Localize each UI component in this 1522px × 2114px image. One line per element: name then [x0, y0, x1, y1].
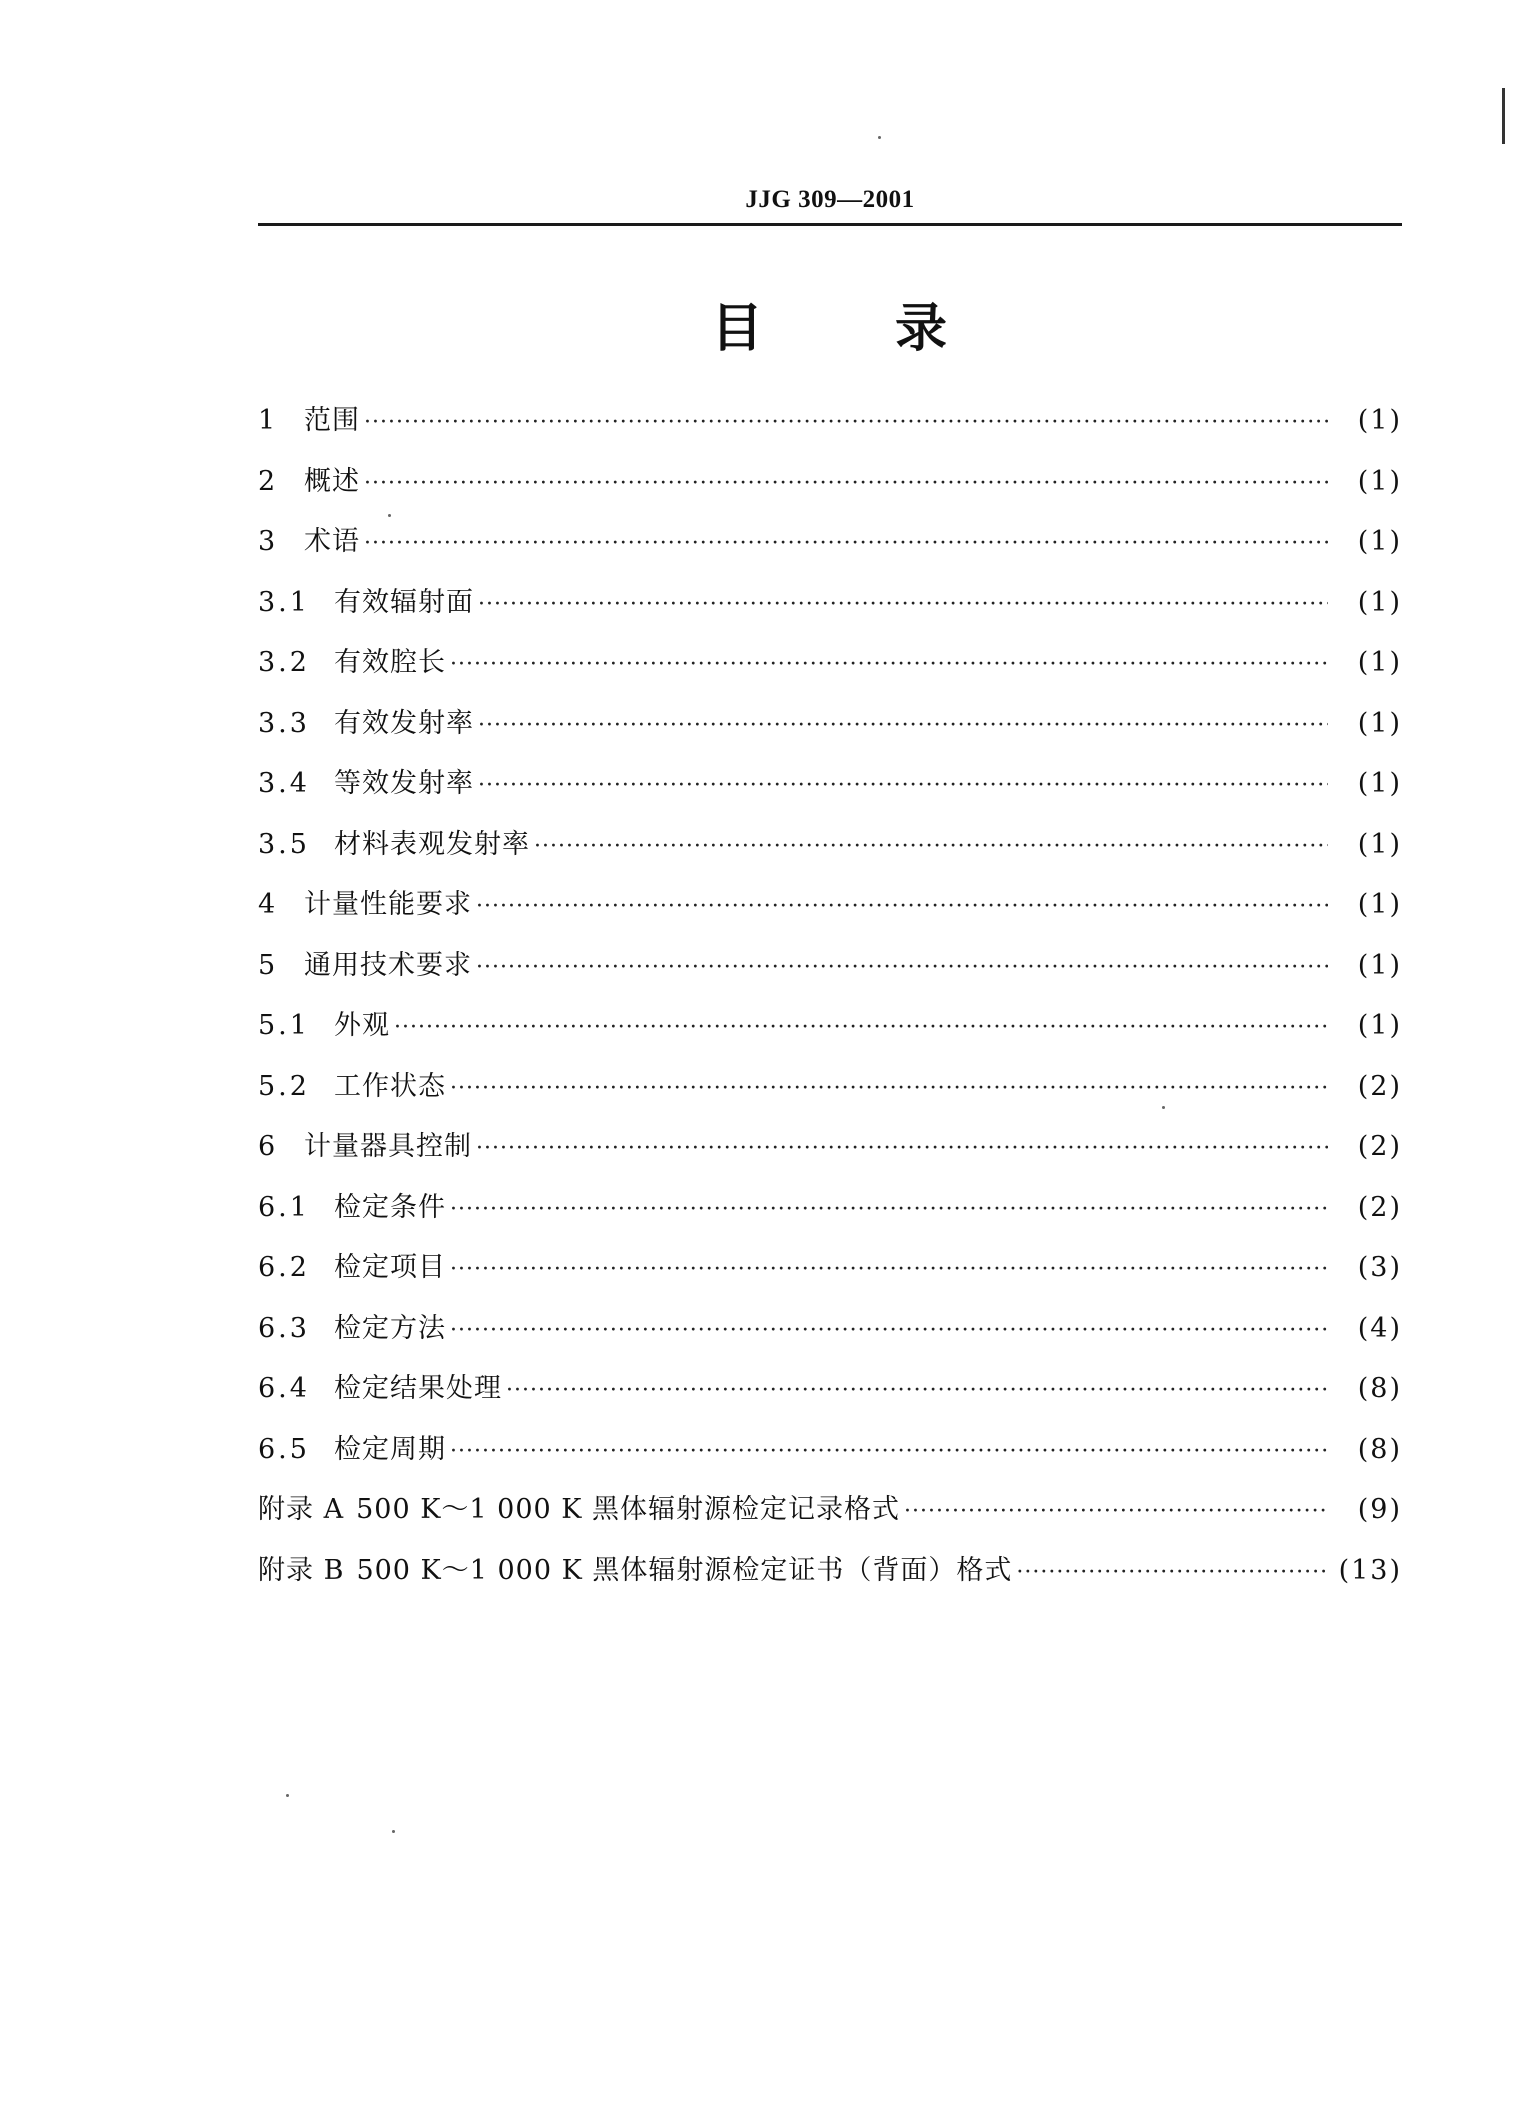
toc-entry[interactable] [258, 1548, 1402, 1609]
toc-entry[interactable] [258, 943, 1402, 1004]
toc-entry-number: 5.2 [258, 1070, 310, 1102]
scan-speck [286, 1794, 289, 1797]
toc-entry-number: 6.1 [258, 1191, 310, 1223]
toc-entry-page: (3) [1357, 1252, 1402, 1283]
toc-entry[interactable] [258, 1064, 1402, 1125]
toc-entry-number: 6 [258, 1131, 276, 1162]
toc-entry-label: 检定周期 [334, 1433, 446, 1465]
toc-entry-page: (1) [1357, 647, 1402, 678]
toc-entry[interactable] [258, 580, 1402, 641]
toc-entry-number: 6.3 [258, 1312, 310, 1344]
toc-entry-label: 材料表观发射率 [334, 828, 530, 860]
toc-entry-number: 4 [258, 889, 276, 920]
toc-entry[interactable] [258, 1124, 1402, 1185]
toc-entry-page: (1) [1357, 405, 1402, 436]
toc-entry-page: (1) [1357, 889, 1402, 920]
toc-entry[interactable] [258, 761, 1402, 822]
toc-entry-page: (1) [1357, 1010, 1402, 1041]
toc-entry-number: 3 [258, 526, 276, 557]
toc-entry[interactable] [258, 822, 1402, 883]
toc-entry-number: 5.1 [258, 1010, 310, 1041]
toc-entry-label: 有效发射率 [334, 707, 474, 739]
toc-dot-leader [364, 531, 1328, 556]
toc-entry-label: 通用技术要求 [304, 949, 472, 981]
toc-dot-leader [364, 410, 1328, 435]
toc-entry-label: 计量器具控制 [304, 1131, 472, 1162]
toc-dot-leader [534, 834, 1328, 859]
toc-entry-page: (1) [1357, 586, 1402, 618]
toc-entry-page: (1) [1357, 465, 1402, 497]
toc-entry[interactable] [258, 519, 1402, 580]
toc-entry[interactable] [258, 1245, 1402, 1306]
toc-entry-label: 检定条件 [334, 1191, 446, 1223]
toc-entry-page: (1) [1357, 768, 1402, 799]
toc-dot-leader [450, 1197, 1328, 1222]
toc-entry-page: (2) [1357, 1070, 1402, 1102]
toc-entry-page: (9) [1357, 1494, 1402, 1525]
toc-entry-number: 5 [258, 949, 276, 981]
toc-entry-label: 等效发射率 [334, 768, 474, 799]
toc-entry-label: 范围 [304, 405, 360, 436]
toc-dot-leader [450, 1076, 1328, 1101]
scan-speck [392, 1830, 395, 1833]
toc-dot-leader [476, 894, 1328, 919]
toc-entry[interactable] [258, 882, 1402, 943]
toc-entry-label: 概述 [304, 465, 360, 497]
toc-entry[interactable] [258, 1306, 1402, 1367]
toc-entry-label: 工作状态 [334, 1070, 446, 1102]
standard-code: JJG 309—2001 [745, 186, 915, 213]
toc-dot-leader [364, 471, 1328, 496]
toc-entry[interactable] [258, 1427, 1402, 1488]
toc-entry-label: 检定项目 [334, 1252, 446, 1283]
toc-entry-number: 附录 B [258, 1554, 345, 1586]
scan-speck [878, 136, 881, 139]
scan-edge-mark [1502, 88, 1505, 144]
toc-entry-number: 6.4 [258, 1373, 310, 1404]
table-of-contents [258, 398, 1402, 1608]
toc-dot-leader [450, 1439, 1328, 1464]
toc-entry-page: (8) [1357, 1433, 1402, 1465]
scan-speck [388, 514, 391, 517]
scan-speck [1162, 1106, 1165, 1109]
toc-entry-number: 3.4 [258, 768, 310, 799]
toc-entry-number: 2 [258, 465, 276, 497]
toc-entry-page: (8) [1357, 1373, 1402, 1404]
toc-entry-page: (1) [1357, 707, 1402, 739]
toc-dot-leader [1016, 1560, 1328, 1585]
toc-entry-label: 检定方法 [334, 1312, 446, 1344]
toc-entry[interactable] [258, 1185, 1402, 1246]
toc-entry-label: 检定结果处理 [334, 1373, 502, 1404]
header-rule [258, 223, 1402, 226]
toc-entry-number: 6.5 [258, 1433, 310, 1465]
toc-entry[interactable] [258, 701, 1402, 762]
toc-entry-label: 500 K～1 000 K 黑体辐射源检定证书（背面）格式 [356, 1554, 1013, 1586]
toc-entry-label: 有效腔长 [334, 647, 446, 678]
toc-dot-leader [476, 1136, 1328, 1161]
toc-entry[interactable] [258, 1487, 1402, 1548]
toc-dot-leader [476, 955, 1328, 980]
toc-entry-label: 计量性能要求 [304, 889, 472, 920]
toc-title: 目 录 [710, 299, 950, 359]
toc-dot-leader [478, 713, 1328, 738]
toc-entry-page: (13) [1338, 1554, 1402, 1586]
toc-entry-label: 术语 [304, 526, 360, 557]
toc-entry-page: (1) [1357, 949, 1402, 981]
toc-dot-leader [450, 652, 1328, 677]
toc-dot-leader [506, 1378, 1328, 1403]
toc-dot-leader [450, 1257, 1328, 1282]
toc-dot-leader [904, 1499, 1328, 1524]
toc-entry[interactable] [258, 640, 1402, 701]
toc-entry-label: 有效辐射面 [334, 586, 474, 618]
toc-entry-number: 1 [258, 405, 276, 436]
toc-entry-page: (2) [1357, 1191, 1402, 1223]
toc-entry-number: 6.2 [258, 1252, 310, 1283]
toc-entry[interactable] [258, 1366, 1402, 1427]
toc-dot-leader [394, 1015, 1328, 1040]
toc-entry-number: 3.2 [258, 647, 310, 678]
toc-entry-page: (2) [1357, 1131, 1402, 1162]
toc-entry-number: 3.1 [258, 586, 310, 618]
toc-entry-number: 3.5 [258, 828, 310, 860]
toc-entry-number: 附录 A [258, 1494, 345, 1525]
toc-entry-page: (4) [1357, 1312, 1402, 1344]
toc-entry-page: (1) [1357, 828, 1402, 860]
toc-entry-label: 500 K～1 000 K 黑体辐射源检定记录格式 [356, 1494, 901, 1525]
toc-dot-leader [478, 773, 1328, 798]
toc-entry[interactable] [258, 459, 1402, 520]
toc-entry-number: 3.3 [258, 707, 310, 739]
toc-dot-leader [478, 592, 1328, 617]
toc-dot-leader [450, 1318, 1328, 1343]
toc-entry-page: (1) [1357, 526, 1402, 557]
toc-entry[interactable] [258, 398, 1402, 459]
toc-entry-label: 外观 [334, 1010, 390, 1041]
toc-entry[interactable] [258, 1003, 1402, 1064]
